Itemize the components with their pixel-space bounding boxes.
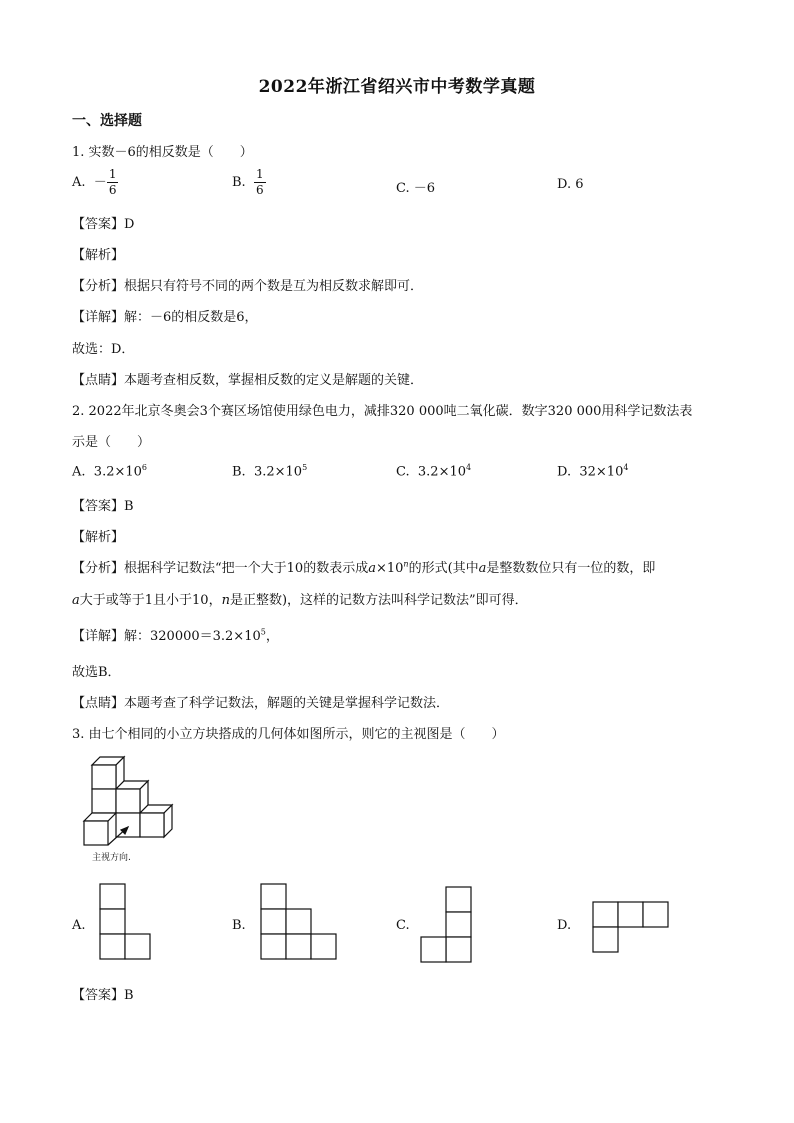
- q2-guxuan: 故选B．: [72, 665, 121, 680]
- q2-xiangjie-exp: 5: [260, 627, 266, 637]
- q1-option-c: C. －6: [396, 181, 436, 196]
- q2-fenxi1-b: 的形式(其中: [408, 561, 479, 576]
- page-title: 2022年浙江省绍兴市中考数学真题: [258, 77, 536, 97]
- q3-option-b-label: B.: [232, 918, 246, 933]
- q1-option-b-fraction: [254, 167, 266, 198]
- q3-option-d-figure: [593, 902, 673, 954]
- q1-guxuan: 故选：D．: [72, 342, 135, 357]
- q2-option-d-base: 32×10: [579, 464, 624, 480]
- q2-fenxi1-exp: n: [403, 559, 409, 569]
- q1-option-b-label: B.: [232, 175, 246, 190]
- q2-fenxi-line2: [72, 589, 528, 608]
- q2-option-c-exp: 4: [466, 463, 472, 472]
- q1-option-b: [232, 167, 266, 198]
- q2-option-d-label: D.: [557, 464, 572, 480]
- q1-answer: 【答案】D: [72, 217, 135, 232]
- q2-dianjing: 【点睛】本题考查了科学记数法，解题的关键是掌握科学记数法．: [72, 696, 450, 711]
- q1-a-denominator: 6: [108, 183, 117, 197]
- q2-option-b: [232, 463, 307, 479]
- q2-fenxi1-var-a: a: [368, 561, 376, 576]
- q2-fenxi2-var-a: a: [72, 593, 80, 608]
- q2-stem-line2: 示是（ ）: [72, 435, 151, 450]
- q1-a-numerator: 1: [108, 167, 117, 181]
- q1-option-a-fraction: [107, 167, 119, 198]
- q2-fenxi1-c: 是整数数位只有一位的数，即: [486, 561, 656, 576]
- q1-xiangjie: 【详解】解：－6的相反数是6，: [72, 310, 258, 325]
- q2-stem-line1: 2. 2022年北京冬奥会3个赛区场馆使用绿色电力，减排320 000吨二氧化碳．数字320 000用科学记数法表: [72, 404, 693, 419]
- q1-option-d: D. 6: [557, 177, 584, 192]
- q1-option-a-sign: －: [93, 175, 107, 190]
- q1-b-denominator: 6: [255, 183, 264, 197]
- q2-xiangjie: [72, 625, 279, 644]
- q2-fenxi2-var-n: n: [221, 593, 230, 608]
- q2-option-b-label: B.: [232, 464, 246, 480]
- q3-option-a-figure: [100, 884, 156, 960]
- q2-option-b-exp: 5: [302, 463, 308, 472]
- q1-fenxi: 【分析】根据只有符号不同的两个数是互为相反数求解即可．: [72, 279, 424, 294]
- q3-option-c-label: C.: [396, 918, 410, 933]
- q2-option-d: [557, 463, 628, 479]
- q1-jiexi: 【解析】: [72, 248, 125, 263]
- q2-option-a-base: 3.2×10: [93, 464, 142, 480]
- q3-view-direction-label: 主视方向.: [92, 853, 131, 863]
- section-heading: 一、选择题: [72, 113, 142, 129]
- q1-option-a-label: A.: [72, 175, 86, 190]
- q2-option-c-label: C.: [396, 464, 410, 480]
- q2-jiexi: 【解析】: [72, 530, 125, 545]
- q2-option-b-base: 3.2×10: [253, 464, 303, 480]
- q2-fenxi-line1: [72, 557, 655, 576]
- q2-option-a-label: A.: [72, 464, 86, 480]
- q2-fenxi2-a: 大于或等于1且小于10，: [79, 593, 222, 608]
- q2-option-a: [72, 463, 147, 479]
- q1-b-numerator: 1: [255, 167, 264, 181]
- q3-answer: 【答案】B: [72, 988, 134, 1003]
- q3-solid-figure: [80, 755, 190, 865]
- q3-option-c-figure: [420, 887, 476, 965]
- top-cube: [92, 757, 124, 789]
- q3-option-a-label: A.: [72, 918, 86, 933]
- q2-option-c: [396, 463, 471, 479]
- q3-stem: 3. 由七个相同的小立方块搭成的几何体如图所示，则它的主视图是（ ）: [72, 727, 505, 742]
- q2-fenxi1-a: 【分析】根据科学记数法“把一个大于10的数表示成: [72, 561, 369, 576]
- q3-option-b-figure: [261, 884, 341, 960]
- q1-dianjing: 【点睛】本题考查相反数，掌握相反数的定义是解题的关键．: [72, 373, 424, 388]
- q2-option-a-exp: 6: [141, 463, 147, 472]
- q2-fenxi2-b: 是正整数)，这样的记数方法叫科学记数法”即可得．: [229, 593, 528, 608]
- q2-fenxi1-var-a2: a: [478, 561, 487, 576]
- q2-xiangjie-a: 【详解】解：320000＝3.2×10: [72, 629, 261, 644]
- q1-stem: 1. 实数－6的相反数是（ ）: [72, 145, 253, 160]
- q2-answer: 【答案】B: [72, 499, 134, 514]
- q3-option-d-label: D.: [557, 918, 572, 933]
- q1-option-a: [72, 167, 118, 198]
- q2-fenxi1-mid: ×10: [375, 561, 404, 576]
- q2-xiangjie-b: ，: [265, 629, 279, 644]
- q2-option-c-base: 3.2×10: [417, 464, 466, 480]
- q2-option-d-exp: 4: [623, 463, 629, 472]
